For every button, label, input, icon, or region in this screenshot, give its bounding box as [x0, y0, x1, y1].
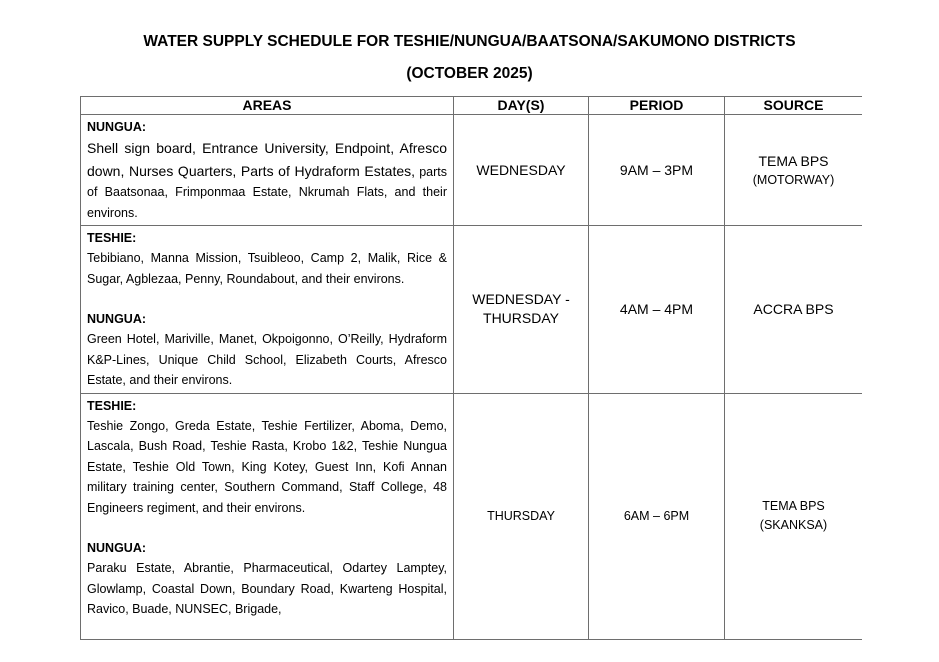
table-row — [81, 226, 863, 394]
district-label: NUNGUA: — [87, 312, 147, 326]
schedule-table — [80, 96, 862, 640]
district-label: TESHIE: — [87, 398, 137, 413]
days-cell: WEDNESDAY — [454, 115, 589, 226]
source-cell — [725, 115, 863, 226]
area-list: Teshie Zongo, Greda Estate, Teshie Fertilizer, Aboma, Demo, Lascala, Bush Road, Teshie Rasta, Krobo 1&2, Teshie Nungua Estate, Teshie Old Town, King Kotey, Guest Inn, Kofi Annan military training center, Southern Command, Staff College, 48 Engineers regiment, and their environs. — [87, 418, 447, 515]
period-cell: 4AM – 4PM — [589, 226, 725, 394]
areas-cell — [81, 393, 454, 639]
table-row — [81, 393, 863, 639]
source-sub: (MOTORWAY) — [752, 172, 835, 187]
days-line-1: WEDNESDAY - — [472, 291, 570, 308]
period-cell: 6AM – 6PM — [589, 393, 725, 639]
area-list: Tebibiano, Manna Mission, Tsuibleoo, Camp 2, Malik, Rice & Sugar, Agblezaa, Penny, Roundabout, and their environs. — [87, 251, 447, 286]
source-main: TEMA BPS — [758, 152, 829, 169]
source-cell — [725, 393, 863, 639]
table-row — [81, 115, 863, 226]
page-title: WATER SUPPLY SCHEDULE FOR TESHIE/NUNGUA/BAATSONA/SAKUMONO DISTRICTS — [143, 33, 796, 50]
page-subtitle: (OCTOBER 2025) — [406, 65, 533, 82]
days-cell: THURSDAY — [454, 393, 589, 639]
days-line-2: THURSDAY — [483, 310, 559, 327]
header-source: SOURCE — [725, 97, 863, 115]
district-label: NUNGUA: — [87, 120, 147, 134]
header-areas: AREAS — [81, 97, 454, 115]
area-list: Paraku Estate, Abrantie, Pharmaceutical, Odartey Lamptey, Glowlamp, Coastal Down, Boundary Road, Kwarteng Hospital, Ravico, Buade, NUNSEC, Brigade, — [87, 561, 447, 616]
district-label: TESHIE: — [87, 231, 137, 245]
schedule-table-wrapper — [80, 96, 862, 662]
source-main: TEMA BPS — [762, 499, 825, 513]
source-cell: ACCRA BPS — [725, 226, 863, 394]
areas-cell — [81, 115, 454, 226]
area-list: Green Hotel, Mariville, Manet, Okpoigonno, O’Reilly, Hydraform K&P-Lines, Unique Child School, Elizabeth Courts, Afresco Estate, and their environs. — [87, 332, 447, 387]
header-days: DAY(S) — [454, 97, 589, 115]
area-list-continued: parts of Baatsonaa, Frimponmaa Estate, Nkrumah Flats, and their environs. — [87, 164, 448, 220]
header-period: PERIOD — [589, 97, 725, 115]
areas-cell — [81, 226, 454, 394]
header-row — [81, 97, 863, 115]
source-sub: (SKANKSA) — [759, 518, 828, 532]
area-list: Shell sign board, Entrance University, Endpoint, Afresco down, Nurses Quarters, Parts of Hydraform Estates, — [87, 140, 447, 179]
period-cell: 9AM – 3PM — [589, 115, 725, 226]
district-label: NUNGUA: — [87, 541, 147, 555]
days-cell — [454, 226, 589, 394]
